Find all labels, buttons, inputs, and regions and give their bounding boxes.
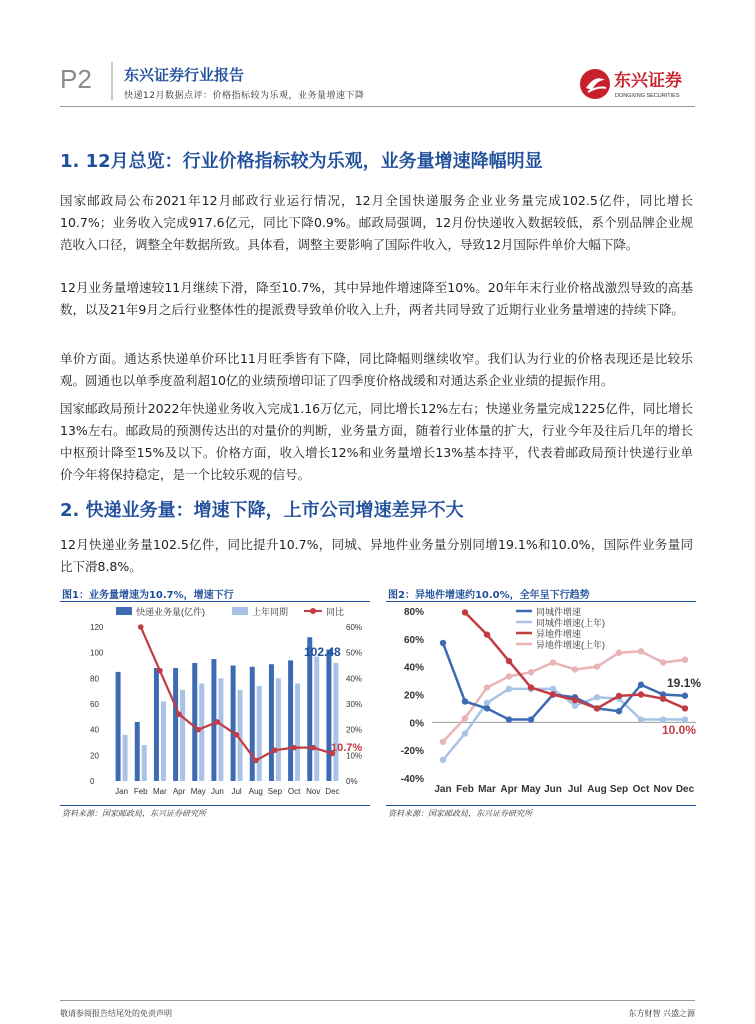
c1-bar-volume [231, 666, 236, 782]
c2-point-2 [660, 695, 666, 701]
c2-point-0 [616, 708, 622, 714]
c1-xtick: Nov [306, 787, 321, 796]
c1-bar-volume [116, 672, 121, 781]
c2-xtick: Jul [567, 784, 583, 795]
c2-xtick: Nov [653, 784, 673, 795]
c2-xtick: Feb [456, 784, 474, 795]
c1-point-yoy [195, 727, 201, 733]
c1-ytick-right: 30% [346, 700, 363, 709]
c2-point-2 [506, 658, 512, 664]
c1-point-yoy [272, 747, 278, 753]
c2-ytick: 20% [403, 690, 424, 702]
c1-ytick-right: 0% [346, 777, 358, 786]
section1-para-3: 单价方面。通达系快递单价环比11月旺季皆有下降，同比降幅则继续收窄。我们认为行业的价格表现还是比较乐观。圆通也以单季度盈利超10亿的业绩预增印证了四季度价格战缓和对通达系企业业绩的提振作用。 [60, 351, 693, 388]
c2-point-2 [594, 705, 600, 711]
c2-ytick: -40% [400, 774, 424, 785]
c1-ytick-left: 100 [90, 648, 104, 658]
c2-ytick: 0% [409, 718, 424, 730]
annotation-10-0: 10.0% [662, 723, 697, 737]
c2-xtick: Oct [632, 784, 650, 795]
c1-ytick-left: 60 [90, 700, 99, 709]
c2-point-0 [638, 682, 644, 688]
section1-para-4: 国家邮政局预计2022年快递业务收入完成1.16万亿元，同比增长12%左右；快递业务量完成1225亿件，同比增长13%左右。邮政局的预测传达出的对量价的判断，业务量方面，随着行业体量的扩大，行业今年及往后几年的增长中枢预计降至15%及以下。价格方面，收入增长12%和业务量增长13%基本持平，代表着邮政局预计快递行业单价今年将保持稳定，是一个比较乐观的信号。 [60, 401, 693, 482]
c2-point-2 [462, 609, 468, 615]
c2-point-1 [682, 716, 688, 722]
c2-xtick: Sep [609, 784, 629, 795]
c1-bar-volume [192, 663, 197, 781]
c1-bar-lastyear [276, 678, 281, 781]
figure1-chart [60, 603, 375, 803]
c2-ytick: -20% [400, 746, 424, 758]
section2-heading: 2. 快递业务量：增速下降，上市公司增速差异不大 [60, 500, 464, 521]
c2-point-3 [572, 666, 578, 672]
report-title: 东兴证券行业报告 [124, 66, 245, 84]
logo-en: DONGXING SECURITIES [615, 93, 680, 99]
c1-point-yoy [310, 745, 316, 751]
c1-ytick-right: 20% [346, 725, 363, 735]
c2-point-1 [506, 686, 512, 692]
c1-xtick: Sep [267, 787, 283, 796]
c2-point-1 [660, 716, 666, 722]
c2-point-2 [682, 705, 688, 711]
section1-para-1: 国家邮政局公布2021年12月邮政行业运行情况，12月全国快递服务企业业务量完成102.5亿件，同比增长10.7%；业务收入完成917.6亿元，同比下降0.9%。邮政局强调，12月份快递收入数据较低，系个别品牌企业规范收入口径，调整全年数据所致。具体看，调整主要影响了国际件收入，导致12月国际件单价大幅下降。 [60, 193, 693, 252]
c1-xtick: Oct [287, 787, 301, 796]
annotation-19-1: 19.1% [667, 676, 701, 690]
c1-xtick: May [190, 787, 206, 796]
annotation-10-7: 10.7% [331, 742, 363, 754]
c1-xtick: Dec [325, 787, 340, 796]
c1-bar-volume [250, 667, 255, 781]
figure2-rule [386, 601, 696, 602]
section1-para-2: 12月业务量增速较11月继续下滑，降至10.7%，其中异地件增速降至10%。20年年末行业价格战激烈导致的高基数，以及21年9月之后行业整体性的提派费导致单价收入上升，两者共同导致了近期行业业务量增速的持续下降。 [60, 280, 693, 317]
c2-xtick: Mar [478, 784, 496, 795]
c1-point-yoy [234, 732, 240, 738]
c2-point-0 [440, 640, 446, 646]
figure1-source: 资料来源：国家邮政局，东兴证券研究所 [62, 809, 206, 818]
c1-ytick-left: 20 [90, 751, 99, 761]
legend-label-yoy: 同比 [326, 607, 345, 617]
c2-point-2 [484, 631, 490, 637]
c2-point-3 [484, 684, 490, 690]
c2-point-1 [594, 694, 600, 700]
c2-xtick: Jan [434, 784, 452, 795]
figure1-rule [60, 601, 370, 602]
c2-point-2 [638, 691, 644, 697]
c2-point-3 [616, 650, 622, 656]
legend-label-volume: 快递业务量(亿件) [136, 607, 205, 617]
c2-point-3 [462, 715, 468, 721]
c1-point-yoy [176, 711, 182, 717]
c1-bar-volume [154, 668, 159, 781]
c1-ytick-right: 50% [346, 648, 363, 658]
c1-bar-lastyear [257, 686, 262, 781]
c1-ytick-left: 80 [90, 674, 99, 684]
c2-xtick: Jun [544, 784, 562, 795]
section2-para: 12月快递业务量102.5亿件，同比提升10.7%，同城、异地件业务量分别同增19.1%和10.0%，国际件业务量同比下滑8.8%。 [60, 537, 693, 574]
header-rule [60, 106, 695, 107]
c1-point-yoy [291, 745, 297, 751]
c2-point-0 [682, 693, 688, 699]
figure2-bottom-rule [386, 805, 696, 806]
c2-point-0 [528, 716, 534, 722]
figure2-chart [386, 603, 701, 803]
c1-bar-lastyear [161, 701, 166, 781]
c2-ytick: 60% [403, 634, 424, 646]
c1-ytick-left: 0 [90, 777, 95, 786]
c2-point-3 [440, 739, 446, 745]
c1-xtick: Jun [210, 787, 224, 796]
c1-ytick-right: 10% [346, 751, 363, 761]
c2-point-1 [550, 686, 556, 692]
c2-point-3 [638, 648, 644, 654]
c1-bar-volume [269, 664, 274, 781]
c1-bar-volume [288, 660, 293, 781]
c2-point-3 [594, 663, 600, 669]
c1-point-yoy [157, 668, 163, 674]
c2-point-0 [462, 698, 468, 704]
c1-xtick: Feb [133, 787, 148, 796]
c2-xtick: May [521, 784, 541, 795]
c2-xtick: Dec [675, 784, 695, 795]
c1-bar-lastyear [180, 690, 185, 781]
c2-point-3 [506, 673, 512, 679]
c1-xtick: Jul [231, 787, 242, 796]
legend-label-local: 同城件增速 [536, 607, 582, 617]
figure2-source: 资料来源：国家邮政局，东兴证券研究所 [388, 809, 532, 818]
c1-bar-lastyear [142, 745, 147, 781]
report-subtitle: 快递12月数据点评：价格指标较为乐观，业务量增速下降 [124, 91, 365, 101]
c2-xtick: Apr [500, 784, 518, 795]
c2-point-1 [638, 716, 644, 722]
c2-point-1 [440, 757, 446, 763]
c2-point-3 [682, 657, 688, 663]
c2-point-1 [484, 700, 490, 706]
footer-disclaimer: 敬请参阅报告结尾处的免责声明 [60, 1009, 172, 1018]
c1-xtick: Mar [153, 787, 167, 796]
c1-bar-lastyear [199, 683, 204, 781]
c1-bar-lastyear [295, 683, 300, 781]
footer-slogan: 东方财智 兴盛之源 [628, 1009, 695, 1018]
annotation-102-48: 102.48 [304, 645, 341, 659]
c2-point-2 [616, 693, 622, 699]
c2-point-2 [572, 697, 578, 703]
legend-label-remote-ly: 异地件增速(上年) [536, 640, 605, 650]
c1-bar-lastyear [218, 678, 223, 781]
c1-bar-volume [326, 649, 331, 781]
c1-point-yoy [215, 719, 221, 725]
c1-bar-lastyear [314, 657, 319, 781]
company-logo [578, 66, 698, 102]
c2-ytick: 80% [403, 607, 424, 618]
c2-xtick: Aug [587, 784, 607, 795]
figure2-title: 图2：异地件增速约10.0%，全年呈下行趋势 [388, 590, 590, 601]
c1-point-yoy [138, 624, 144, 630]
c1-xtick: Apr [172, 787, 186, 796]
c1-xtick: Jan [115, 787, 129, 796]
header-divider [111, 62, 113, 100]
figure1-bottom-rule [60, 805, 370, 806]
legend-swatch-lastyear [232, 607, 248, 615]
page-number: P2 [60, 64, 92, 94]
legend-label-remote: 异地件增速 [536, 629, 582, 639]
logo-text: 东兴证券 [614, 71, 682, 90]
legend-label-lastyear: 上年同期 [252, 607, 289, 617]
c1-bar-lastyear [333, 663, 338, 781]
c1-bar-volume [135, 722, 140, 781]
c2-point-2 [550, 691, 556, 697]
c2-point-3 [550, 659, 556, 665]
legend-swatch-volume [116, 607, 132, 615]
footer-rule [60, 1000, 695, 1001]
c1-ytick-left: 40 [90, 725, 99, 735]
c2-point-3 [660, 659, 666, 665]
c1-ytick-left: 120 [90, 623, 104, 632]
c1-ytick-right: 40% [346, 674, 363, 684]
c2-point-2 [528, 684, 534, 690]
c1-xtick: Aug [248, 787, 263, 796]
c2-point-0 [506, 716, 512, 722]
c2-point-0 [484, 705, 490, 711]
c1-point-yoy [253, 758, 259, 764]
section1-heading: 1. 12月总览：行业价格指标较为乐观，业务量增速降幅明显 [60, 151, 543, 172]
figure1-title: 图1：业务量增速为10.7%，增速下行 [62, 590, 234, 601]
c2-point-1 [572, 702, 578, 708]
c2-point-1 [462, 730, 468, 736]
c2-ytick: 40% [403, 662, 424, 674]
c2-point-3 [528, 669, 534, 675]
c1-bar-volume [173, 668, 178, 781]
c1-bar-lastyear [123, 735, 128, 781]
c1-ytick-right: 60% [346, 623, 363, 632]
legend-label-local-ly: 同城件增速(上年) [536, 618, 605, 628]
